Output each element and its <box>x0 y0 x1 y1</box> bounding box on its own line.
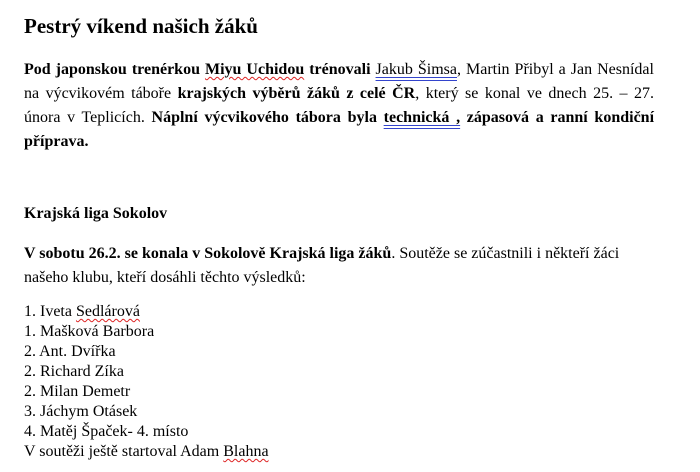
article-title: Pestrý víkend našich žáků <box>24 14 258 38</box>
intro-text-5: Náplní výcvikového tábora byla <box>151 109 384 126</box>
intro-text-6: zápasová a ranní kondiční příprava. <box>24 109 655 150</box>
list-item <box>24 302 269 322</box>
technical-word: technická , <box>383 109 461 126</box>
athlete-name-jakub: Jakub Šimsa <box>375 61 457 78</box>
list-item: 2. Richard Zíka <box>24 363 124 380</box>
list-item: 3. Jáchym Otásek <box>24 403 138 420</box>
intro-text-4: , který se konal ve dnech 25. – 27. února v Teplicích. <box>24 85 655 126</box>
list-item: 2. Ant. Dvířka <box>24 343 116 360</box>
results-intro-bold: V sobotu 26.2. se konala v Sokolově Krajská liga žáků <box>24 245 392 262</box>
result-text: 1. Iveta <box>24 303 76 320</box>
list-item: 1. Mašková Barbora <box>24 323 155 340</box>
intro-text-2: trénovali <box>304 61 376 78</box>
coach-name: Miyu Uchidou <box>204 61 305 78</box>
list-item: 4. Matěj Špaček- 4. místo <box>24 423 189 440</box>
list-item <box>24 442 269 462</box>
results-list <box>24 302 269 462</box>
section-heading: Krajská liga Sokolov <box>24 205 168 222</box>
intro-text-3: , Martin Přibyl a Jan Nesnídal na výcvikovém táboře <box>24 61 654 102</box>
intro-paragraph <box>24 58 654 154</box>
result-name-flagged: Sedlárová <box>75 303 140 320</box>
results-intro-rest: . Soutěže se zúčastnili i někteří žáci našeho klubu, kteří dosáhli těchto výsledků: <box>24 245 620 286</box>
footer-name-flagged: Blahna <box>223 443 269 460</box>
camp-description: krajských výběrů žáků z celé ČR <box>177 85 416 102</box>
list-item: 2. Milan Demetr <box>24 383 131 400</box>
intro-text-1: Pod japonskou trenérkou <box>24 61 205 78</box>
results-intro-paragraph <box>24 242 654 290</box>
footer-text: V soutěži ještě startoval Adam <box>24 443 224 460</box>
